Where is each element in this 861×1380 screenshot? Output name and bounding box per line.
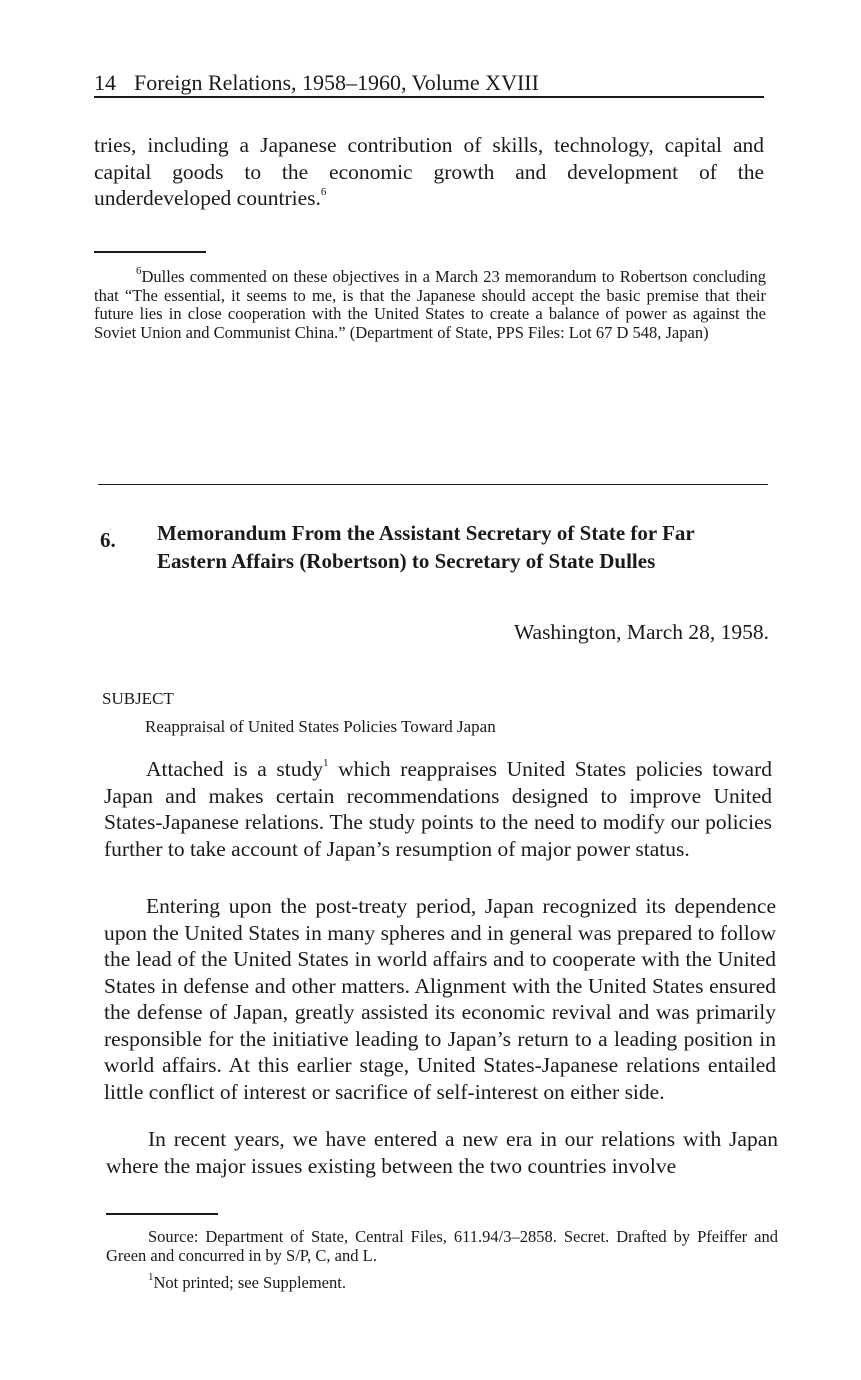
subject-label: SUBJECT	[102, 689, 174, 708]
dateline: Washington, March 28, 1958.	[513, 620, 769, 644]
paragraph-1	[104, 756, 772, 862]
footnote-rule-top	[94, 251, 206, 253]
source-note	[106, 1228, 778, 1265]
paragraph-1-text-b: which reappraises United States policies toward Japan and makes certain recommendations designed to improve United States-Japanese relations. The study points to the need to modify our policies further to take account of Japan’s resumption of major power status.	[104, 757, 772, 861]
footnote-1	[106, 1270, 778, 1293]
section-rule	[98, 484, 768, 485]
footnote-1-text: Not printed; see Supplement.	[153, 1273, 346, 1292]
footnote-6	[94, 264, 766, 342]
footnote-ref-6: 6	[320, 185, 327, 198]
continuation-paragraph	[94, 132, 764, 212]
running-head	[94, 68, 764, 98]
paragraph-3-text: In recent years, we have entered a new era in our relations with Japan where the major issues existing between the two countries involve	[106, 1127, 778, 1178]
header-rule	[94, 96, 764, 98]
paragraph-1-text-a: Attached is a study	[146, 757, 323, 781]
footnote-6-marker: 6	[136, 264, 142, 277]
footnote-1-marker: 1	[148, 1270, 154, 1283]
continuation-text: tries, including a Japanese contribution of skills, technology, capital and capital goods to the economic growth and development of the underdeveloped countries.	[94, 133, 764, 210]
document-number: 6.	[100, 528, 116, 552]
paragraph-3	[106, 1126, 778, 1179]
paragraph-2-text: Entering upon the post-treaty period, Japan recognized its dependence upon the United States in many spheres and in general was prepared to follow the lead of the United States in world affairs and to cooperate with the United States in defense and other matters. Alignment with the United States ensured the defense of Japan, greatly assisted its economic revival and was primarily responsible for the initiative leading to Japan’s return to a leading position in world affairs. At this earlier stage, United States-Japanese relations entailed little conflict of interest or sacrifice of self-interest on either side.	[104, 894, 776, 1104]
subject-text: Reappraisal of United States Policies Toward Japan	[145, 717, 496, 736]
document-title: Memorandum From the Assistant Secretary of State for Far Eastern Affairs (Robertson) to Secretary of State Dulles	[157, 521, 695, 573]
footnote-ref-1: 1	[322, 756, 329, 769]
page-number: 14	[94, 70, 116, 95]
footnote-6-text: Dulles commented on these objectives in a March 23 memorandum to Robertson concluding that “The essential, it seems to me, is that the Japanese should accept the basic premise that their future lies in close cooperation with the United States to create a balance of power as against the Soviet Union and Communist China.” (Department of State, PPS Files: Lot 67 D 548, Japan)	[94, 267, 766, 342]
source-note-text: Source: Department of State, Central Files, 611.94/3–2858. Secret. Drafted by Pfeiffer and Green and concurred in by S/P, C, and L.	[106, 1227, 778, 1265]
paragraph-2	[104, 893, 776, 1105]
footnote-rule-bottom	[106, 1213, 218, 1215]
volume-title: Foreign Relations, 1958–1960, Volume XVIII	[134, 70, 539, 95]
